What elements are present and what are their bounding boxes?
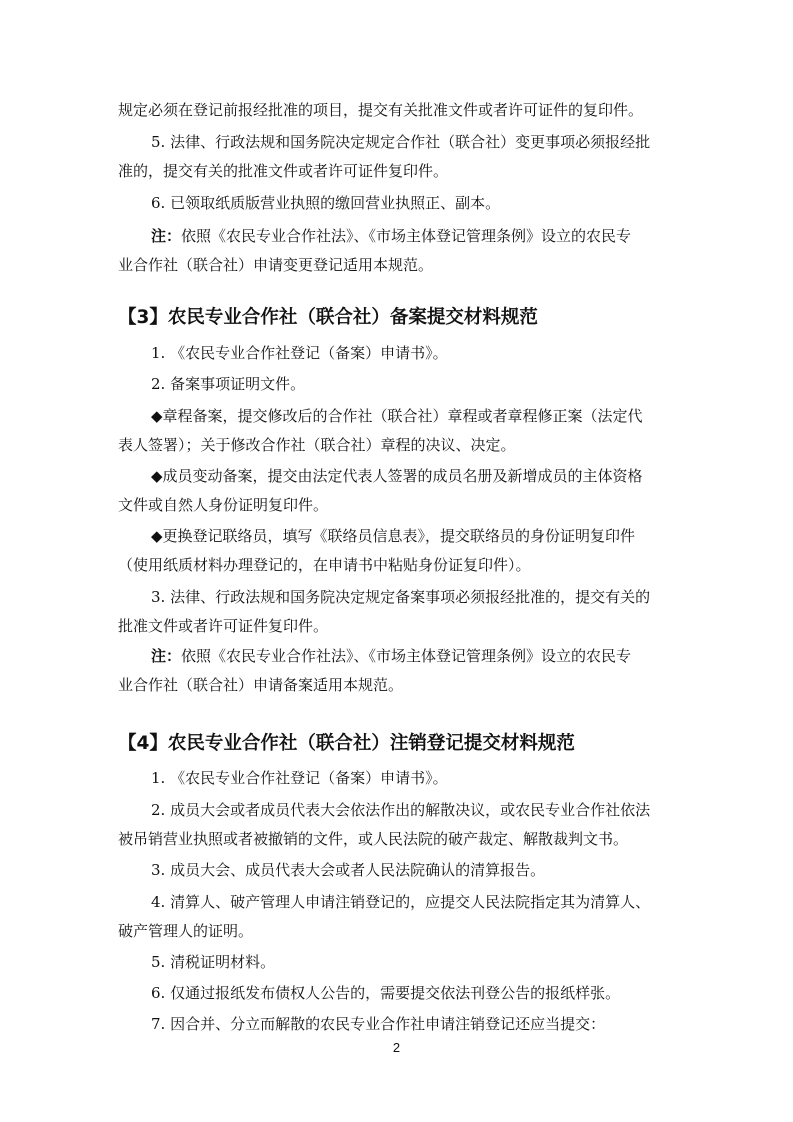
sec4-item-4: 4. 清算人、破产管理人申请注销登记的，应提交人民法院指定其为清算人、 [151,893,651,911]
sec3-heading: 【3】农民专业合作社（联合社）备案提交材料规范 [118,307,538,328]
sec3-bullet-3: ◆更换登记联络员，填写《联络员信息表》，提交联络员的身份证明复印件 [151,527,636,545]
sec3-note-cont: 业合作社（联合社）申请备案适用本规范。 [118,676,404,694]
sec4-item-2: 2. 成员大会或者成员代表大会依法作出的解散决议，或农民专业合作社依法 [151,801,651,819]
sec4-heading: 【4】农民专业合作社（联合社）注销登记提交材料规范 [118,733,575,754]
sec3-bullet-1: ◆章程备案，提交修改后的合作社（联合社）章程或者章程修正案（法定代 [151,407,643,425]
sec3-item-1: 1. 《农民专业合作社登记（备案）申请书》。 [151,344,448,362]
sec4-item-5: 5. 清税证明材料。 [151,953,276,971]
sec2-item-5-cont: 准的，提交有关的批准文件或者许可证件复印件。 [118,162,449,180]
sec3-item-3: 3. 法律、行政法规和国务院决定规定备案事项必须报经批准的，提交有关的 [151,588,651,606]
sec4-item-3: 3. 成员大会、成员代表大会或者人民法院确认的清算报告。 [151,861,546,879]
page-number: 2 [392,1040,401,1055]
sec2-line-1: 规定必须在登记前报经批准的项目，提交有关批准文件或者许可证件的复印件。 [118,101,644,119]
note-label: 注： [151,647,182,665]
sec4-item-6: 6. 仅通过报纸发布债权人公告的，需要提交依法刊登公告的报纸样张。 [151,984,621,1002]
sec3-item-2: 2. 备案事项证明文件。 [151,375,306,393]
sec4-item-1: 1. 《农民专业合作社登记（备案）申请书》。 [151,769,448,787]
note-text: 依照《农民专业合作社法》、《市场主体登记管理条例》设立的农民专 [181,227,632,245]
sec3-bullet-2: ◆成员变动备案，提交由法定代表人签署的成员名册及新增成员的主体资格 [151,467,643,485]
sec3-bullet-3-cont: （使用纸质材料办理登记的，在申请书中粘贴身份证复印件）。 [118,556,531,574]
sec4-item-4-cont: 破产管理人的证明。 [118,922,254,940]
note-text: 依照《农民专业合作社法》、《市场主体登记管理条例》设立的农民专 [181,647,632,665]
sec2-item-5: 5. 法律、行政法规和国务院决定规定合作社（联合社）变更事项必须报经批 [151,133,651,151]
sec3-item-3-cont: 批准文件或者许可证件复印件。 [118,617,329,635]
sec2-note [151,226,631,246]
sec4-item-7: 7. 因合并、分立而解散的农民专业合作社申请注销登记还应当提交： [151,1015,606,1033]
sec3-bullet-2-cont: 文件或自然人身份证明复印件。 [118,496,329,514]
sec3-note [151,646,631,666]
sec3-bullet-1-cont: 表人签署）；关于修改合作社（联合社）章程的决议、决定。 [118,436,516,454]
sec2-item-6: 6. 已领取纸质版营业执照的缴回营业执照正、副本。 [151,194,501,212]
note-label: 注： [151,227,182,245]
sec2-note-cont: 业合作社（联合社）申请变更登记适用本规范。 [118,256,434,274]
sec4-item-2-cont: 被吊销营业执照或者被撤销的文件，或人民法院的破产裁定、解散裁判文书。 [118,830,629,848]
